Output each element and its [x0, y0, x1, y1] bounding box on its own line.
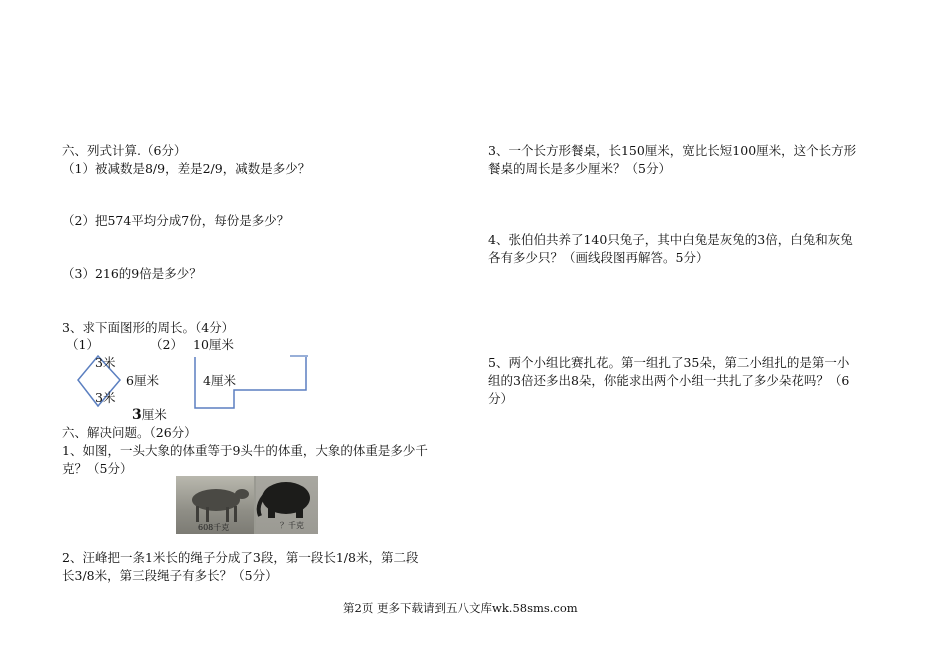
problem-1-line-1: 1、如图，一头大象的体重等于9头牛的体重，大象的体重是多少千	[62, 443, 428, 458]
elephant-image	[256, 476, 318, 534]
cow-weight-label: 608千克	[198, 523, 230, 532]
rhombus-top-label: 3米	[95, 355, 116, 370]
figure-1-label: （1）	[66, 337, 99, 352]
figure-2-label: （2）	[150, 337, 183, 352]
problem-5-line-2: 组的3倍还多出8朵，你能求出两个小组一共扎了多少朵花吗？（6	[488, 373, 850, 388]
problem-5-line-3: 分）	[488, 391, 514, 406]
problem-2-line-1: 2、汪峰把一条1米长的绳子分成了3段，第一段长1/8米，第二段	[62, 550, 419, 565]
elephant-weight-label: ？千克	[280, 521, 304, 530]
page-footer: 第2页 更多下载请到五八文库wk.58sms.com	[343, 601, 578, 615]
rhombus-bottom-label: 3米	[95, 390, 116, 405]
problem-3-line-2: 餐桌的周长是多少厘米？（5分）	[488, 161, 671, 176]
problem-1-line-2: 克？（5分）	[62, 461, 133, 476]
problem-2-line-2: 长3/8米，第三段绳子有多长？（5分）	[62, 568, 278, 583]
section-six-title: 六、列式计算.（6分）	[62, 143, 187, 158]
cow-image	[176, 476, 254, 534]
problem-4-line-2: 各有多少只？（画线段图再解答。5分）	[488, 250, 709, 265]
question-2: （2）把574平均分成7份，每份是多少？	[62, 213, 290, 228]
problem-3-line-1: 3、一个长方形餐桌，长150厘米，宽比长短100厘米，这个长方形	[488, 143, 857, 158]
shape-top-label: 10厘米	[193, 337, 234, 352]
problem-5-line-1: 5、两个小组比赛扎花。第一组扎了35朵，第二小组扎的是第一小	[488, 355, 850, 370]
rhombus-mid-label: 6厘米	[126, 373, 159, 388]
problem-4-line-1: 4、张伯伯共养了140只兔子，其中白兔是灰兔的3倍，白兔和灰兔	[488, 232, 853, 247]
perimeter-title: 3、求下面图形的周长。（4分）	[62, 320, 235, 335]
section-six-b-title: 六、解决问题。（26分）	[62, 425, 197, 440]
question-3: （3）216的9倍是多少？	[62, 266, 202, 281]
elephant-cow-photo	[176, 476, 318, 534]
shape-side-label: 4厘米	[203, 373, 236, 388]
question-1: （1）被减数是8/9，差是2/9，减数是多少？	[62, 161, 311, 176]
shape-bottom-label: 3厘米	[132, 407, 167, 423]
